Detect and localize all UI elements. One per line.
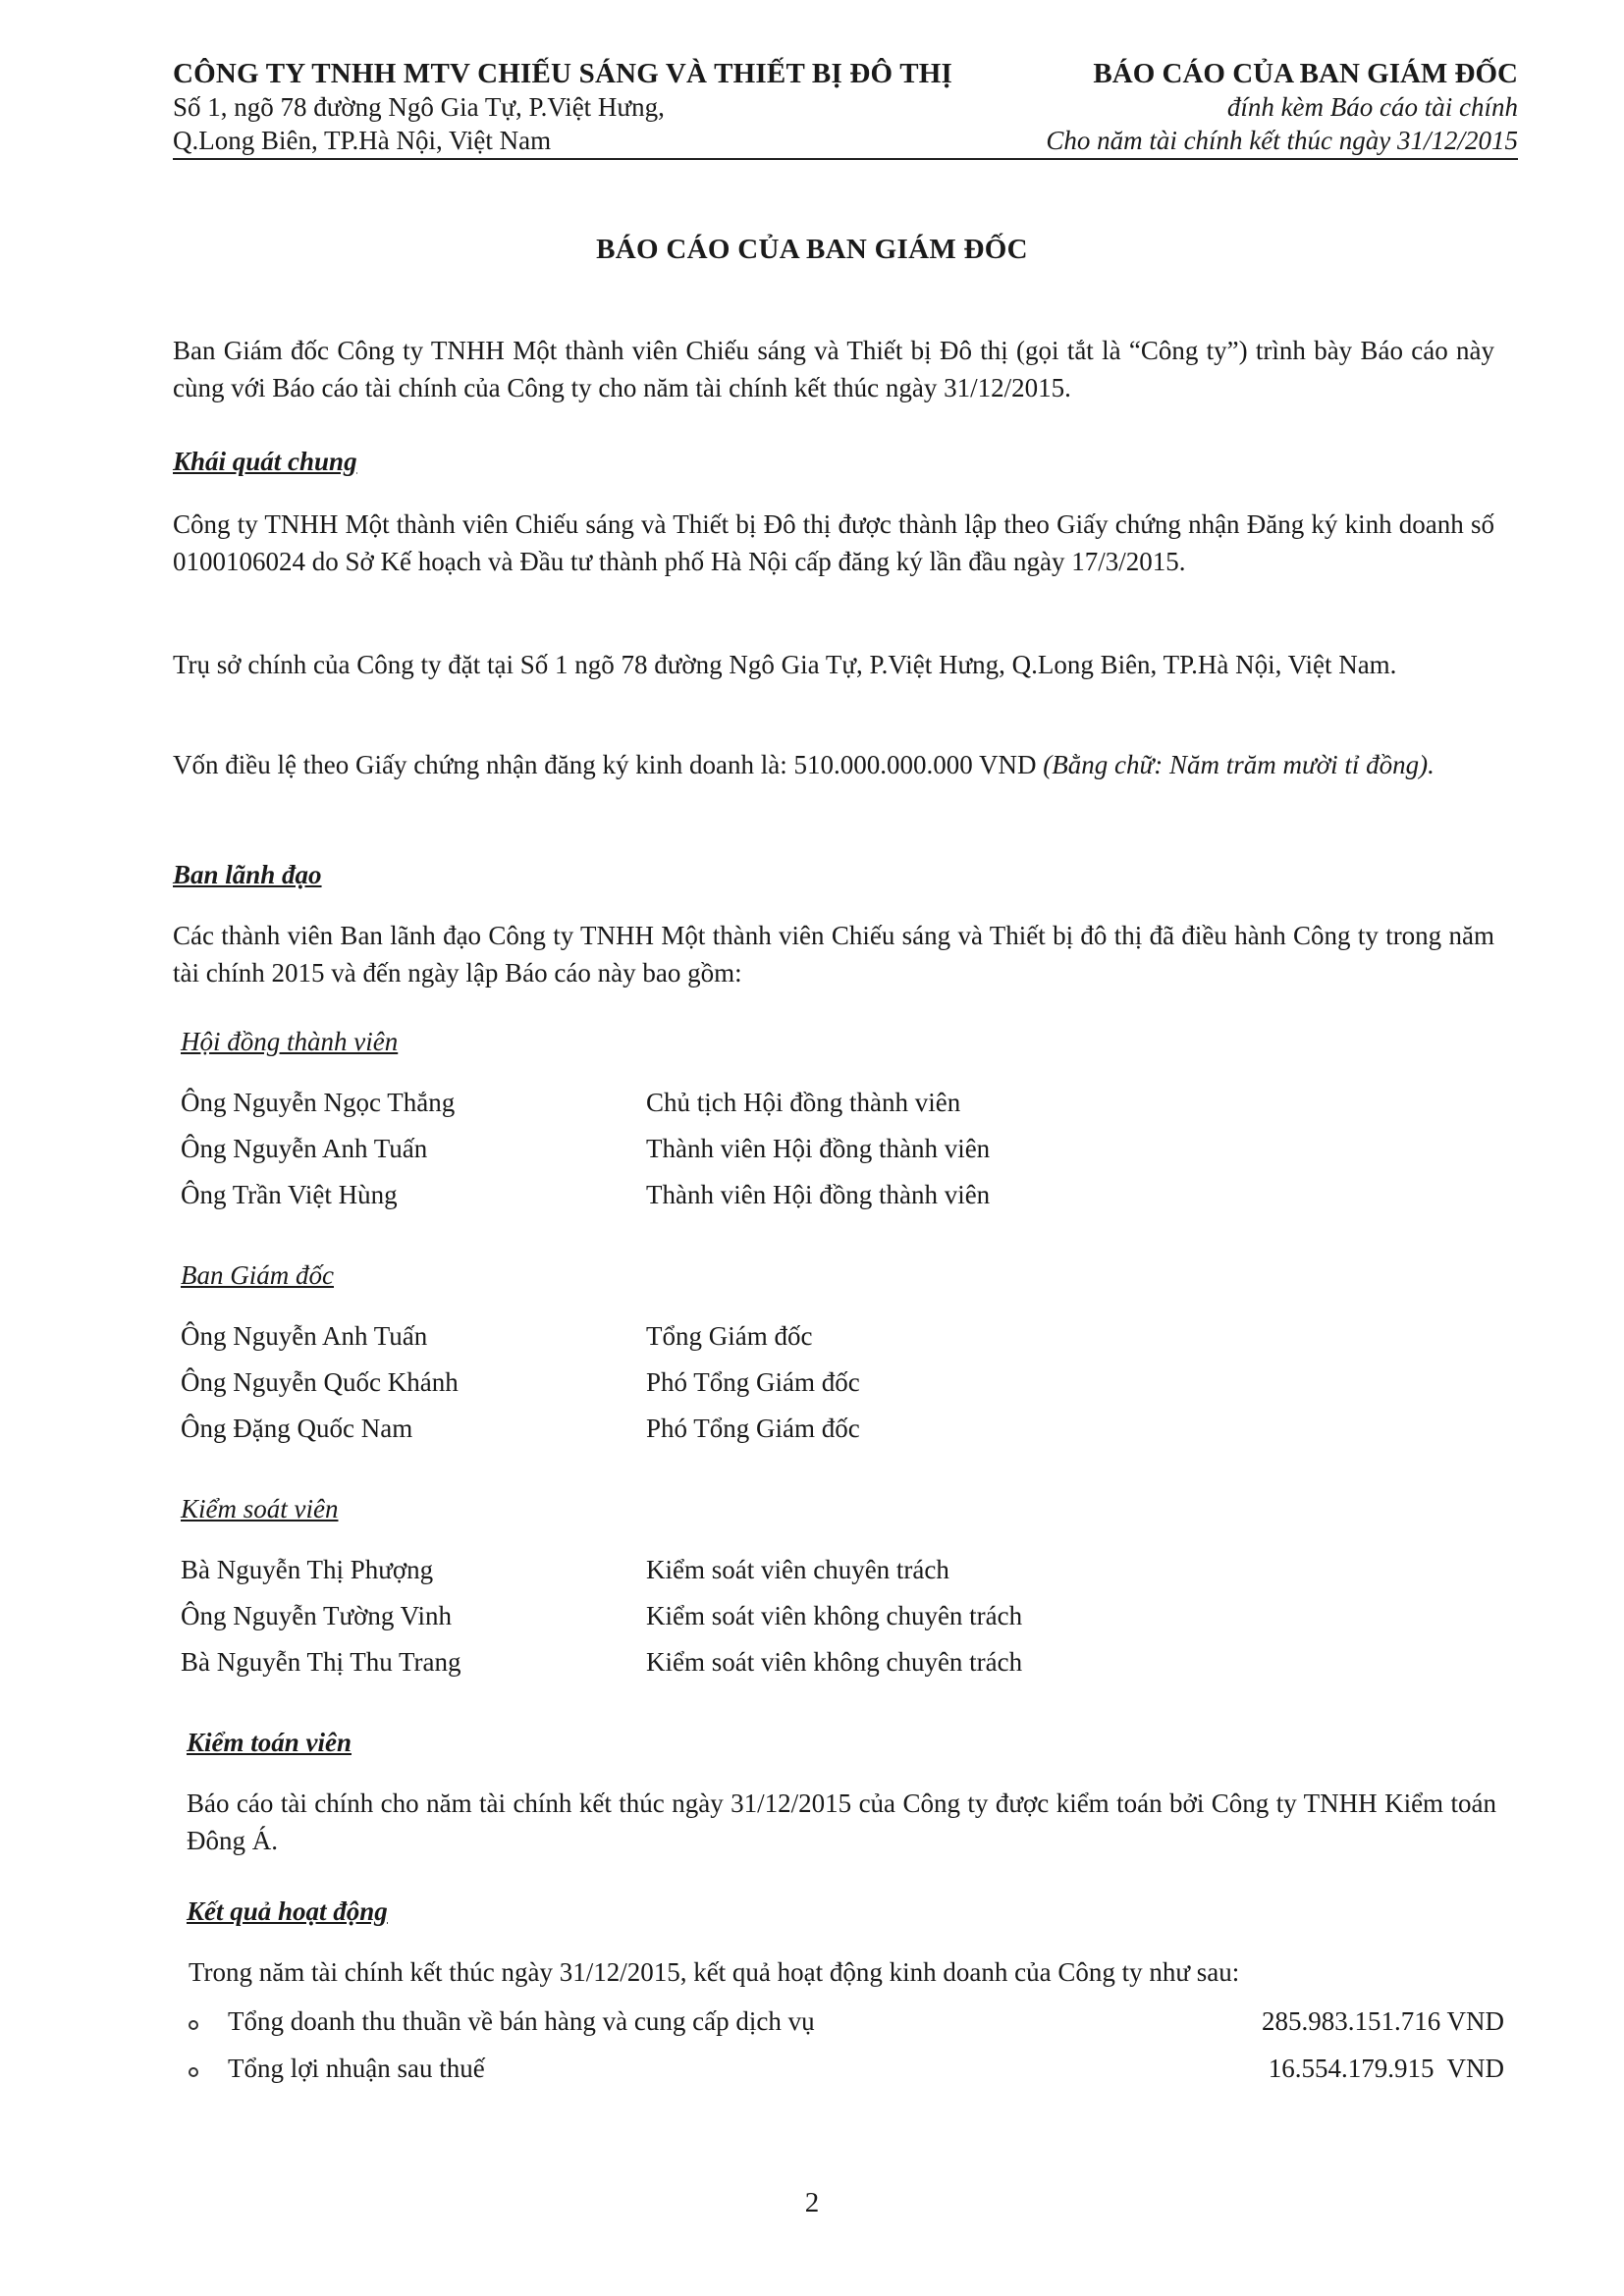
- charter-capital-words: (Bằng chữ: Năm trăm mười tỉ đồng).: [1043, 750, 1435, 779]
- result-label: Tổng doanh thu thuần về bán hàng và cung cấp dịch vụ: [228, 2006, 815, 2036]
- company-name: CÔNG TY TNHH MTV CHIẾU SÁNG VÀ THIẾT BỊ ĐÔ THỊ: [173, 58, 953, 89]
- bullet-icon: [189, 2067, 198, 2077]
- member-role: Tổng Giám đốc: [646, 1321, 813, 1351]
- company-address-line1: Số 1, ngõ 78 đường Ngô Gia Tự, P.Việt Hưng,: [173, 92, 665, 122]
- result-label: Tổng lợi nhuận sau thuế: [228, 2054, 485, 2083]
- member-role: Kiểm soát viên chuyên trách: [646, 1555, 949, 1584]
- member-role: Phó Tổng Giám đốc: [646, 1414, 860, 1443]
- member-role: Thành viên Hội đồng thành viên: [646, 1180, 991, 1209]
- general-paragraph-1: Công ty TNHH Một thành viên Chiếu sáng và Thiết bị Đô thị được thành lập theo Giấy chứng nhận Đăng ký kinh doanh số 0100106024 do Sở Kế hoạch và Đầu tư thành phố Hà Nội cấp đăng ký lần đầu ngày 17/3/2015.: [173, 509, 1494, 576]
- header-divider: [173, 158, 1518, 160]
- intro-paragraph: Ban Giám đốc Công ty TNHH Một thành viên Chiếu sáng và Thiết bị Đô thị (gọi tắt là “Công ty”) trình bày Báo cáo này cùng với Báo cáo tài chính của Công ty cho năm tài chính kết thúc ngày 31/12/2015.: [173, 336, 1494, 402]
- section-heading-results: Kết quả hoạt động: [187, 1896, 388, 1926]
- member-name: Bà Nguyễn Thị Thu Trang: [181, 1647, 461, 1677]
- page-title: BÁO CÁO CỦA BAN GIÁM ĐỐC: [596, 234, 1028, 265]
- subheading-council: Hội đồng thành viên: [181, 1027, 399, 1056]
- member-name: Ông Nguyễn Anh Tuấn: [181, 1321, 428, 1351]
- member-name: Ông Nguyễn Anh Tuấn: [181, 1134, 428, 1163]
- member-role: Chủ tịch Hội đồng thành viên: [646, 1088, 961, 1117]
- member-name: Ông Đặng Quốc Nam: [181, 1414, 413, 1443]
- member-role: Thành viên Hội đồng thành viên: [646, 1134, 991, 1163]
- result-value: 16.554.179.915 VND: [1268, 2054, 1504, 2083]
- header-report-title: BÁO CÁO CỦA BAN GIÁM ĐỐC: [1093, 58, 1518, 89]
- header-attachment: đính kèm Báo cáo tài chính: [1226, 92, 1518, 122]
- result-item: [189, 2006, 1504, 2046]
- result-value: 285.983.151.716 VND: [1261, 2006, 1504, 2036]
- header-report-block: [811, 57, 1518, 157]
- section-heading-leadership: Ban lãnh đạo: [173, 860, 322, 889]
- member-role: Kiểm soát viên không chuyên trách: [646, 1601, 1023, 1630]
- member-role: Phó Tổng Giám đốc: [646, 1367, 860, 1397]
- member-role: Kiểm soát viên không chuyên trách: [646, 1647, 1023, 1677]
- section-heading-general: Khái quát chung: [173, 447, 357, 476]
- general-paragraph-3: [173, 746, 1494, 783]
- company-address-line2: Q.Long Biên, TP.Hà Nội, Việt Nam: [173, 126, 552, 155]
- header-period: Cho năm tài chính kết thúc ngày 31/12/2015: [1046, 126, 1518, 155]
- subheading-control: Kiểm soát viên: [181, 1494, 339, 1523]
- page-number: 2: [804, 2187, 820, 2218]
- result-item: [189, 2054, 1504, 2093]
- general-paragraph-2: Trụ sở chính của Công ty đặt tại Số 1 ngõ 78 đường Ngô Gia Tự, P.Việt Hưng, Q.Long Biên, TP.Hà Nội, Việt Nam.: [173, 650, 1397, 679]
- leadership-intro: Các thành viên Ban lãnh đạo Công ty TNHH Một thành viên Chiếu sáng và Thiết bị đô thị đã điều hành Công ty trong năm tài chính 2015 và đến ngày lập Báo cáo này bao gồm:: [173, 921, 1494, 988]
- member-name: Ông Nguyễn Tường Vinh: [181, 1601, 453, 1630]
- member-name: Ông Nguyễn Quốc Khánh: [181, 1367, 459, 1397]
- auditor-paragraph: Báo cáo tài chính cho năm tài chính kết thúc ngày 31/12/2015 của Công ty được kiểm toán bởi Công ty TNHH Kiểm toán Đông Á.: [187, 1789, 1496, 1855]
- charter-capital-text: Vốn điều lệ theo Giấy chứng nhận đăng ký kinh doanh là: 510.000.000.000 VND: [173, 750, 1044, 779]
- bullet-icon: [189, 2020, 198, 2030]
- results-intro: Trong năm tài chính kết thúc ngày 31/12/2015, kết quả hoạt động kinh doanh của Công ty như sau:: [189, 1957, 1240, 1987]
- section-heading-auditor: Kiểm toán viên: [187, 1728, 352, 1757]
- subheading-board: Ban Giám đốc: [181, 1260, 334, 1290]
- member-name: Bà Nguyễn Thị Phượng: [181, 1555, 434, 1584]
- member-name: Ông Trần Việt Hùng: [181, 1180, 398, 1209]
- member-name: Ông Nguyễn Ngọc Thắng: [181, 1088, 456, 1117]
